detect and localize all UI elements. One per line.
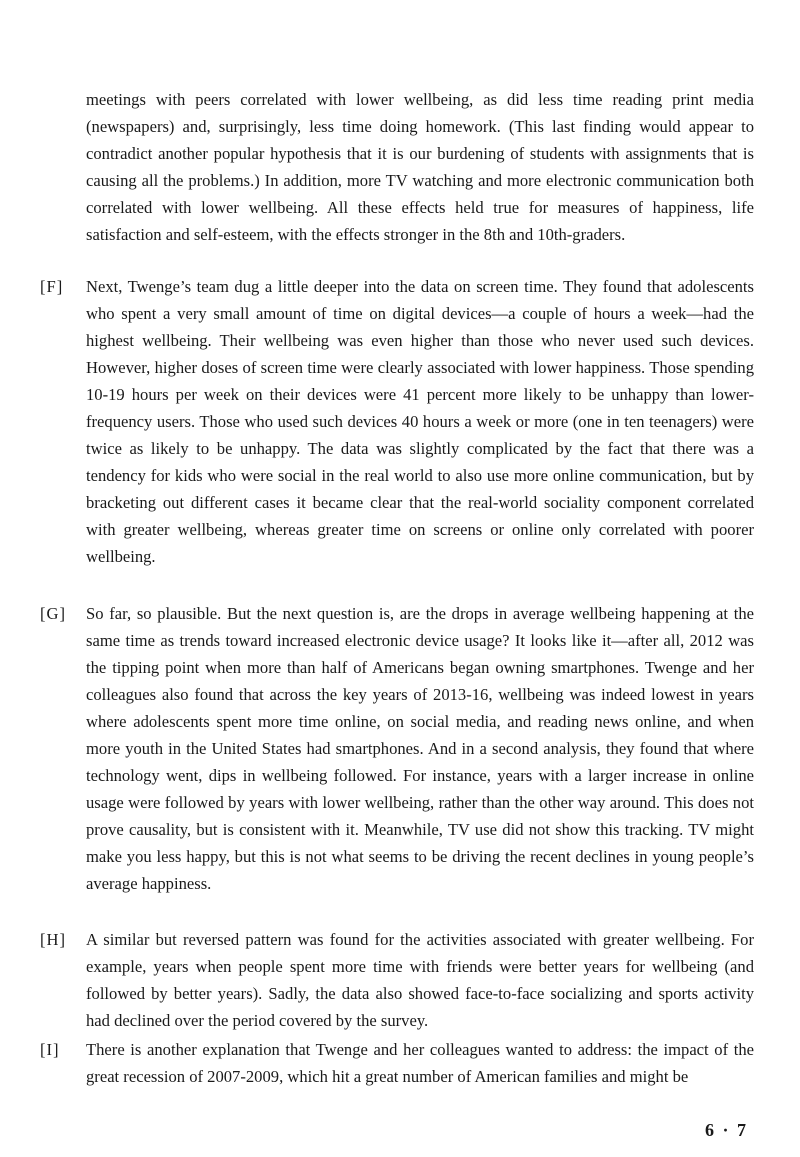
paragraph-label: [F] xyxy=(40,277,64,296)
paragraph-e-continued xyxy=(86,86,754,248)
paragraph-text: So far, so plausible. But the next question is, are the drops in average wellbeing happening at the same time as trends toward increased electronic device usage? It looks like it—after all, 2012 was the tipping point when more than half of Americans began owning smartphones. Twenge and her colleagues also found that across the key years of 2013-16, wellbeing was indeed lowest in years where adolescents spent more time online, on social media, and reading news online, and when more youth in the United States had smartphones. And in a second analysis, they found that where technology went, dips in wellbeing followed. For instance, years with a larger increase in online usage were followed by years with lower wellbeing, rather than the other way around. This does not prove causality, but is consistent with it. Meanwhile, TV use did not show this tracking. TV might make you less happy, but this is not what seems to be driving the recent declines in young people’s average happiness. xyxy=(86,604,754,893)
page-number: 6 · 7 xyxy=(704,1120,748,1140)
paragraph-text: There is another explanation that Twenge and her colleagues wanted to address: the impact of the great recession of 2007-2009, which hit a great number of American families and might be xyxy=(86,1040,754,1086)
paragraph-f xyxy=(40,273,754,570)
paragraph-label: [I] xyxy=(40,1040,60,1059)
paragraph-h xyxy=(40,926,754,1034)
paragraph-text: meetings with peers correlated with lower wellbeing, as did less time reading print media (newspapers) and, surprisingly, less time doing homework. (This last finding would appear to contradict another popular hypothesis that it is our burdening of students with assignments that is causing all the problems.) In addition, more TV watching and more electronic communication both correlated with lower wellbeing. All these effects held true for measures of happiness, life satisfaction and self-esteem, with the effects stronger in the 8th and 10th-graders. xyxy=(86,90,754,244)
paragraph-label: [H] xyxy=(40,930,67,949)
paragraph-g xyxy=(40,600,754,897)
paragraph-text: A similar but reversed pattern was found for the activities associated with greater wellbeing. For example, years when people spent more time with friends were better years for wellbeing (and followed by better years). Sadly, the data also showed face-to-face socializing and sports activity had declined over the period covered by the survey. xyxy=(86,930,754,1030)
paragraph-label: [G] xyxy=(40,604,67,623)
paragraph-i xyxy=(40,1036,754,1090)
paragraph-text: Next, Twenge’s team dug a little deeper into the data on screen time. They found that adolescents who spent a very small amount of time on digital devices—a couple of hours a week—had the highest wellbeing. Their wellbeing was even higher than those who never used such devices. However, higher doses of screen time were clearly associated with lower happiness. Those spending 10-19 hours per week on their devices were 41 percent more likely to be unhappy than lower-frequency users. Those who used such devices 40 hours a week or more (one in ten teenagers) were twice as likely to be unhappy. The data was slightly complicated by the fact that there was a tendency for kids who were social in the real world to also use more online communication, but by bracketing out different cases it became clear that the real-world sociality component correlated with greater wellbeing, whereas greater time on screens or online only correlated with poorer wellbeing. xyxy=(86,277,754,566)
